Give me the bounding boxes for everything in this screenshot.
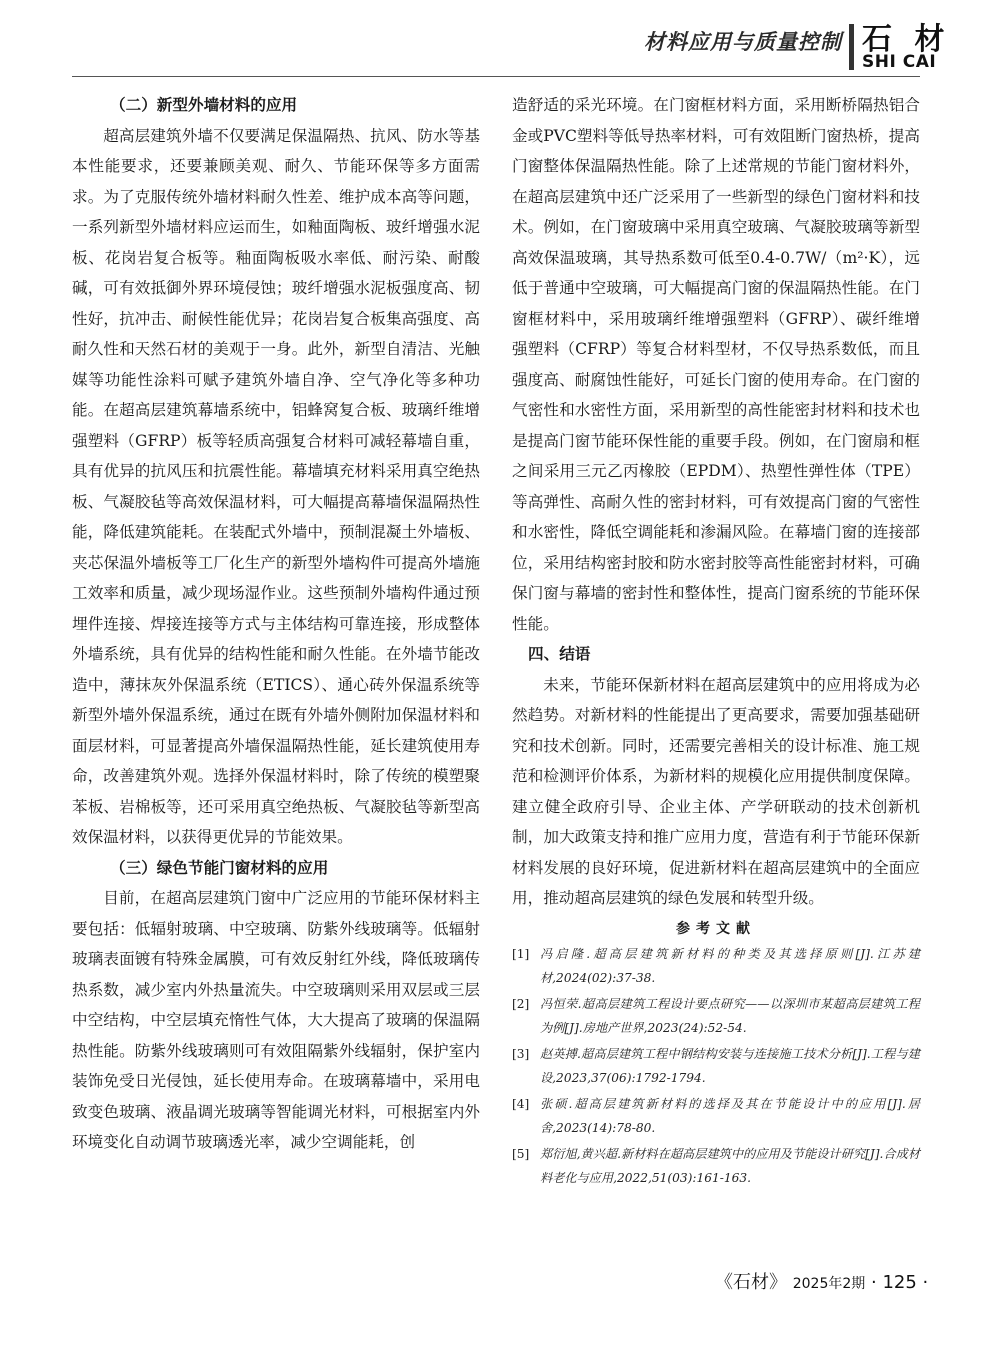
footer-journal-name: 《石材》: [715, 1272, 787, 1293]
header-divider-bar: [849, 24, 854, 70]
paragraph-windows: 目前，在超高层建筑门窗中广泛应用的节能环保材料主要包括：低辐射玻璃、中空玻璃、防紫外线玻璃等。低辐射玻璃表面镀有特殊金属膜，可有效反射红外线，降低玻璃传热系数，减少室内外热量流失。中空玻璃则采用双层或三层中空结构，中空层填充惰性气体，大大提高了玻璃的保温隔热性能。防紫外线玻璃则可有效阻隔紫外线辐射，保护室内装饰免受日光侵蚀，延长使用寿命。在玻璃幕墙中，采用电致变色玻璃、液晶调光玻璃等智能调光材料，可根据室内外环境变化自动调节玻璃透光率，减少空调能耗，创: [72, 889, 480, 1151]
journal-logo-en: SHI CAI: [862, 52, 937, 72]
reference-number: [2]: [512, 996, 530, 1011]
right-column: [512, 90, 920, 1192]
reference-item: [512, 1092, 920, 1141]
reference-number: [1]: [512, 946, 530, 961]
header-rule: [72, 76, 920, 77]
reference-text: 郑衍旭,黄兴超.新材料在超高层建筑中的应用及节能设计研究[J].合成材料老化与应用,2022,51(03):161-163.: [540, 1146, 920, 1185]
references-title: 参考文献: [676, 920, 756, 937]
references-list: [512, 942, 920, 1191]
paragraph-conclusion: 未来，节能环保新材料在超高层建筑中的应用将成为必然趋势。对新材料的性能提出了更高要求，需要加强基础研究和技术创新。同时，还需要完善相关的设计标准、施工规范和检测评价体系，为新材料的规模化应用提供制度保障。建立健全政府引导、企业主体、产学研联动的技术创新机制，加大政策支持和推广应用力度，营造有利于节能环保新材料发展的良好环境，促进新材料在超高层建筑中的全面应用，推动超高层建筑的绿色发展和转型升级。: [512, 675, 920, 907]
reference-item: [512, 1042, 920, 1091]
paragraph-windows-continued: 造舒适的采光环境。在门窗框材料方面，采用断桥隔热铝合金或PVC塑料等低导热率材料，可有效阻断门窗热桥，提高门窗整体保温隔热性能。除了上述常规的节能门窗材料外，在超高层建筑中还广泛采用了一些新型的绿色门窗材料和技术。例如，在门窗玻璃中采用真空玻璃、气凝胶玻璃等新型高效保温玻璃，其导热系数可低至0.4-0.7W/（m²·K），远低于普通中空玻璃，可大幅提高门窗的保温隔热性能。在门窗框材料中，采用玻璃纤维增强塑料（GFRP）、碳纤维增强塑料（CFRP）等复合材料型材，不仅导热系数低，而且强度高、耐腐蚀性能好，可延长门窗的使用寿命。在门窗的气密性和水密性方面，采用新型的高性能密封材料和技术也是提高门窗节能环保性能的重要手段。例如，在门窗扇和框之间采用三元乙丙橡胶（EPDM）、热塑性弹性体（TPE）等高弹性、高耐久性的密封材料，可有效提高门窗的气密性和水密性，降低空调能耗和渗漏风险。在幕墙门窗的连接部位，采用结构密封胶和防水密封胶等高性能密封材料，可确保门窗与幕墙的密封性和整体性，提高门窗系统的节能环保性能。: [512, 96, 920, 633]
page-footer: [715, 1268, 928, 1294]
section-title: 材料应用与质量控制: [644, 30, 842, 54]
subsection-heading-exterior-wall: （二）新型外墙材料的应用: [110, 95, 298, 114]
subsection-heading-windows: （三）绿色节能门窗材料的应用: [110, 857, 329, 877]
reference-item: [512, 992, 920, 1041]
reference-item: [512, 942, 920, 991]
footer-issue: 2025年2期: [792, 1276, 866, 1292]
reference-text: 冯启隆.超高层建筑新材料的种类及其选择原则[J].江苏建材,2024(02):37-38.: [540, 946, 920, 985]
paragraph-exterior-wall: 超高层建筑外墙不仅要满足保温隔热、抗风、防水等基本性能要求，还要兼顾美观、耐久、节能环保等多方面需求。为了克服传统外墙材料耐久性差、维护成本高等问题，一系列新型外墙材料应运而生，如釉面陶板、玻纤增强水泥板、花岗岩复合板等。釉面陶板吸水率低、耐污染、耐酸碱，可有效抵御外界环境侵蚀；玻纤增强水泥板强度高、韧性好，抗冲击、耐候性能优异；花岗岩复合板集高强度、高耐久性和天然石材的美观于一身。此外，新型自清洁、光触媒等功能性涂料可赋予建筑外墙自净、空气净化等多种功能。在超高层建筑幕墙系统中，铝蜂窝复合板、玻璃纤维增强塑料（GFRP）板等轻质高强复合材料可减轻幕墙自重，具有优异的抗风压和抗震性能。幕墙填充材料采用真空绝热板、气凝胶毡等高效保温材料，可大幅提高幕墙保温隔热性能，降低建筑能耗。在装配式外墙中，预制混凝土外墙板、夹芯保温外墙板等工厂化生产的新型外墙构件可提高外墙施工效率和质量，减少现场湿作业。这些预制外墙构件通过预埋件连接、焊接连接等方式与主体结构可靠连接，形成整体外墙系统，具有优异的结构性能和耐久性能。在外墙节能改造中，薄抹灰外保温系统（ETICS）、通心砖外保温系统等新型外墙外保温系统，通过在既有外墙外侧附加保温材料和面层材料，可显著提高外墙保温隔热性能，延长建筑使用寿命，改善建筑外观。选择外保温材料时，除了传统的模塑聚苯板、岩棉板等，还可采用真空绝热板、气凝胶毡等新型高效保温材料，以获得更优异的节能效果。: [72, 126, 480, 846]
reference-number: [4]: [512, 1096, 530, 1111]
reference-item: [512, 1142, 920, 1191]
footer-page-number: · 125 ·: [871, 1272, 929, 1293]
left-column: [72, 90, 480, 1158]
reference-text: 张硕.超高层建筑新材料的选择及其在节能设计中的应用[J].居舍,2023(14):78-80.: [540, 1096, 920, 1135]
reference-number: [5]: [512, 1146, 530, 1161]
section-heading-conclusion: 四、结语: [528, 645, 591, 663]
reference-text: 冯恒荣.超高层建筑工程设计要点研究——以深圳市某超高层建筑工程为例[J].房地产世界,2023(24):52-54.: [540, 996, 920, 1035]
reference-number: [3]: [512, 1046, 530, 1061]
journal-logo-cn: 石 材: [862, 22, 951, 57]
reference-text: 赵英搏.超高层建筑工程中钢结构安装与连接施工技术分析[J].工程与建设,2023,37(06):1792-1794.: [540, 1046, 920, 1085]
